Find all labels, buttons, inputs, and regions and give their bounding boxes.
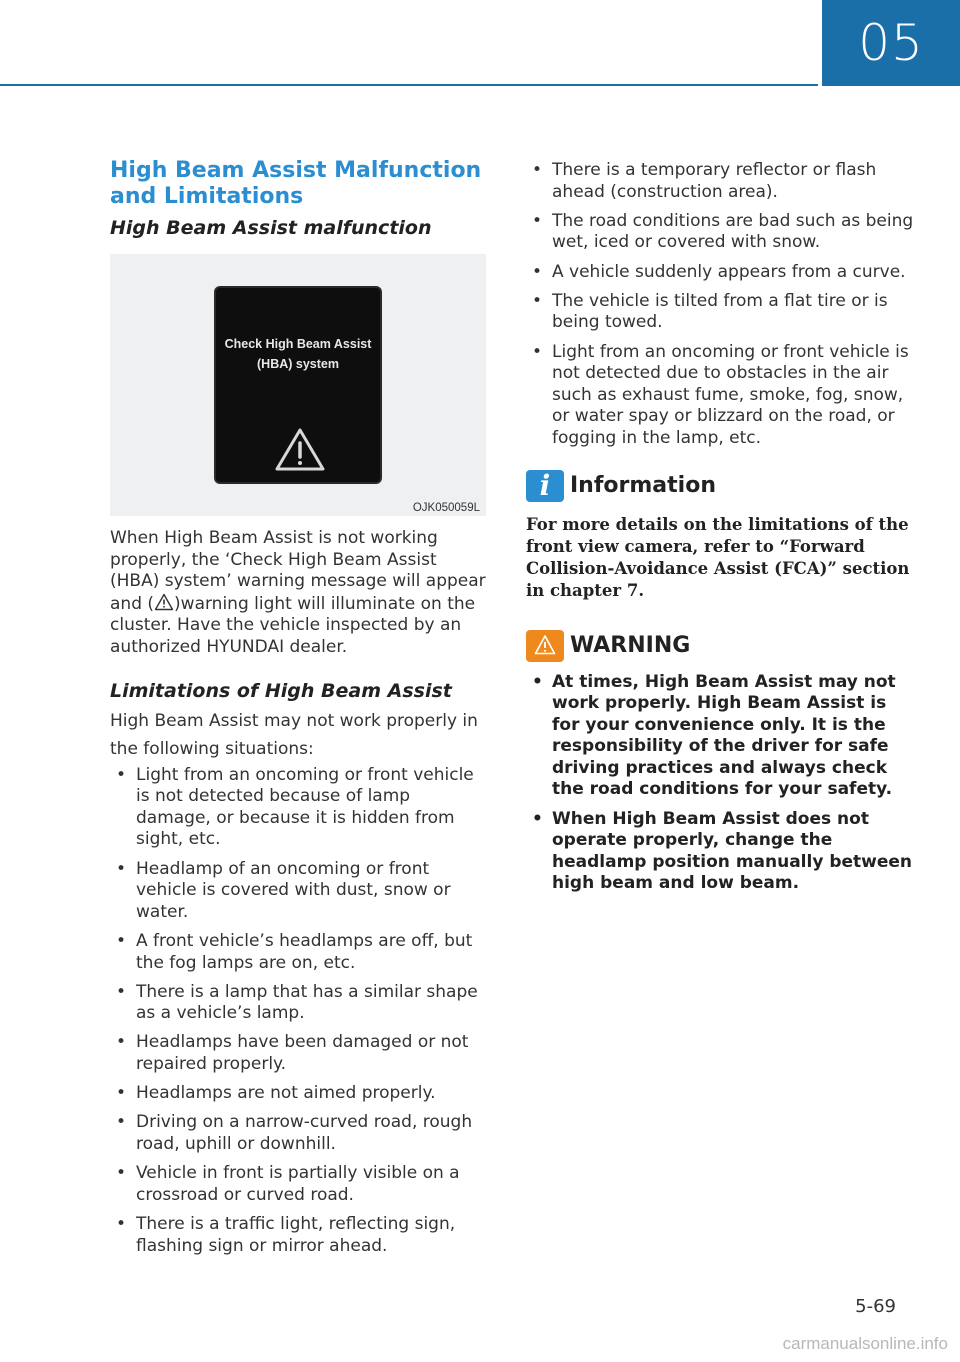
list-item: • A vehicle suddenly appears from a curve. [526,262,916,284]
warning-list [526,672,916,896]
list-item: • Vehicle in front is partially visible on a crossroad or curved road. [110,1163,490,1206]
list-item: • There is a traffic light, reflecting sign, flashing sign or mirror ahead. [110,1214,490,1257]
page-number: 5-69 [855,1296,896,1317]
watermark: carmanualsonline.info [782,1334,948,1353]
list-item: • A front vehicle’s headlamps are off, but the fog lamps are on, etc. [110,931,490,974]
information-icon: i [526,470,564,502]
warning-triangle-icon [534,634,556,656]
screen-message-line1: Check High Beam Assist [224,337,372,351]
list-item: • Light from an oncoming or front vehicle is not detected because of lamp damage, or because it is hidden from sight, etc. [110,765,490,851]
screen-message-line2: (HBA) system [257,357,339,371]
section-title: High Beam Assist Malfunction and Limitations [110,158,482,209]
header-rule [0,84,818,86]
information-header [526,470,916,502]
list-item: • There is a lamp that has a similar shape as a vehicle’s lamp. [110,982,490,1025]
limitations-subtitle: Limitations of High Beam Assist [110,679,452,702]
list-item: • There is a temporary reflector or flash ahead (construction area). [526,160,916,203]
list-item: • Headlamps have been damaged or not repaired properly. [110,1032,490,1075]
cluster-screen [214,286,382,484]
limitations-intro: High Beam Assist may not work properly in the following situations: [110,710,478,759]
warning-icon [526,630,564,662]
list-item: • The vehicle is tilted from a flat tire or is being towed. [526,291,916,334]
figure-code: OJK050059L [412,502,480,514]
list-item: • The road conditions are bad such as being wet, iced or covered with snow. [526,211,916,254]
warning-header [526,630,916,662]
list-item: • Light from an oncoming or front vehicle is not detected due to obstacles in the air such as exhaust fume, smoke, fog, snow, or water spay or blizzard on the road, or fogging in the lamp, etc. [526,342,916,450]
cluster-figure [110,254,486,516]
warning-title: WARNING [570,633,691,658]
malfunction-text-b: )warning light will illuminate on the cluster. Have the vehicle inspected by an authorized HYUNDAI dealer. [110,593,476,657]
list-item: • Headlamps are not aimed properly. [110,1083,490,1105]
list-item: • Driving on a narrow-curved road, rough road, uphill or downhill. [110,1112,490,1155]
malfunction-text-a: When High Beam Assist is not working properly, the ‘Check High Beam Assist (HBA) system’ warning message will appear and ( [110,528,486,614]
limitations-list-continued [526,160,916,450]
information-title: Information [570,473,716,498]
list-item: • When High Beam Assist does not operate properly, change the headlamp position manually between high beam and low beam. [526,809,916,895]
information-text: For more details on the limitations of the front view camera, refer to “Forward Collision-Avoidance Assist (FCA)” section in chapter 7. [526,514,910,600]
chapter-tab: 05 [822,0,960,86]
inline-warning-icon [154,593,174,611]
left-column [110,158,490,1265]
list-item: • At times, High Beam Assist may not work properly. High Beam Assist is for your convenience only. It is the responsibility of the driver for safe driving practices and always check the road conditions for your safety. [526,672,916,802]
limitations-list [110,765,490,1258]
warning-triangle-icon [274,426,326,472]
list-item: • Headlamp of an oncoming or front vehicle is covered with dust, snow or water. [110,859,490,924]
malfunction-paragraph [110,528,490,659]
right-column [526,160,916,903]
screen-message [216,334,380,374]
malfunction-subtitle: High Beam Assist malfunction [110,217,432,239]
